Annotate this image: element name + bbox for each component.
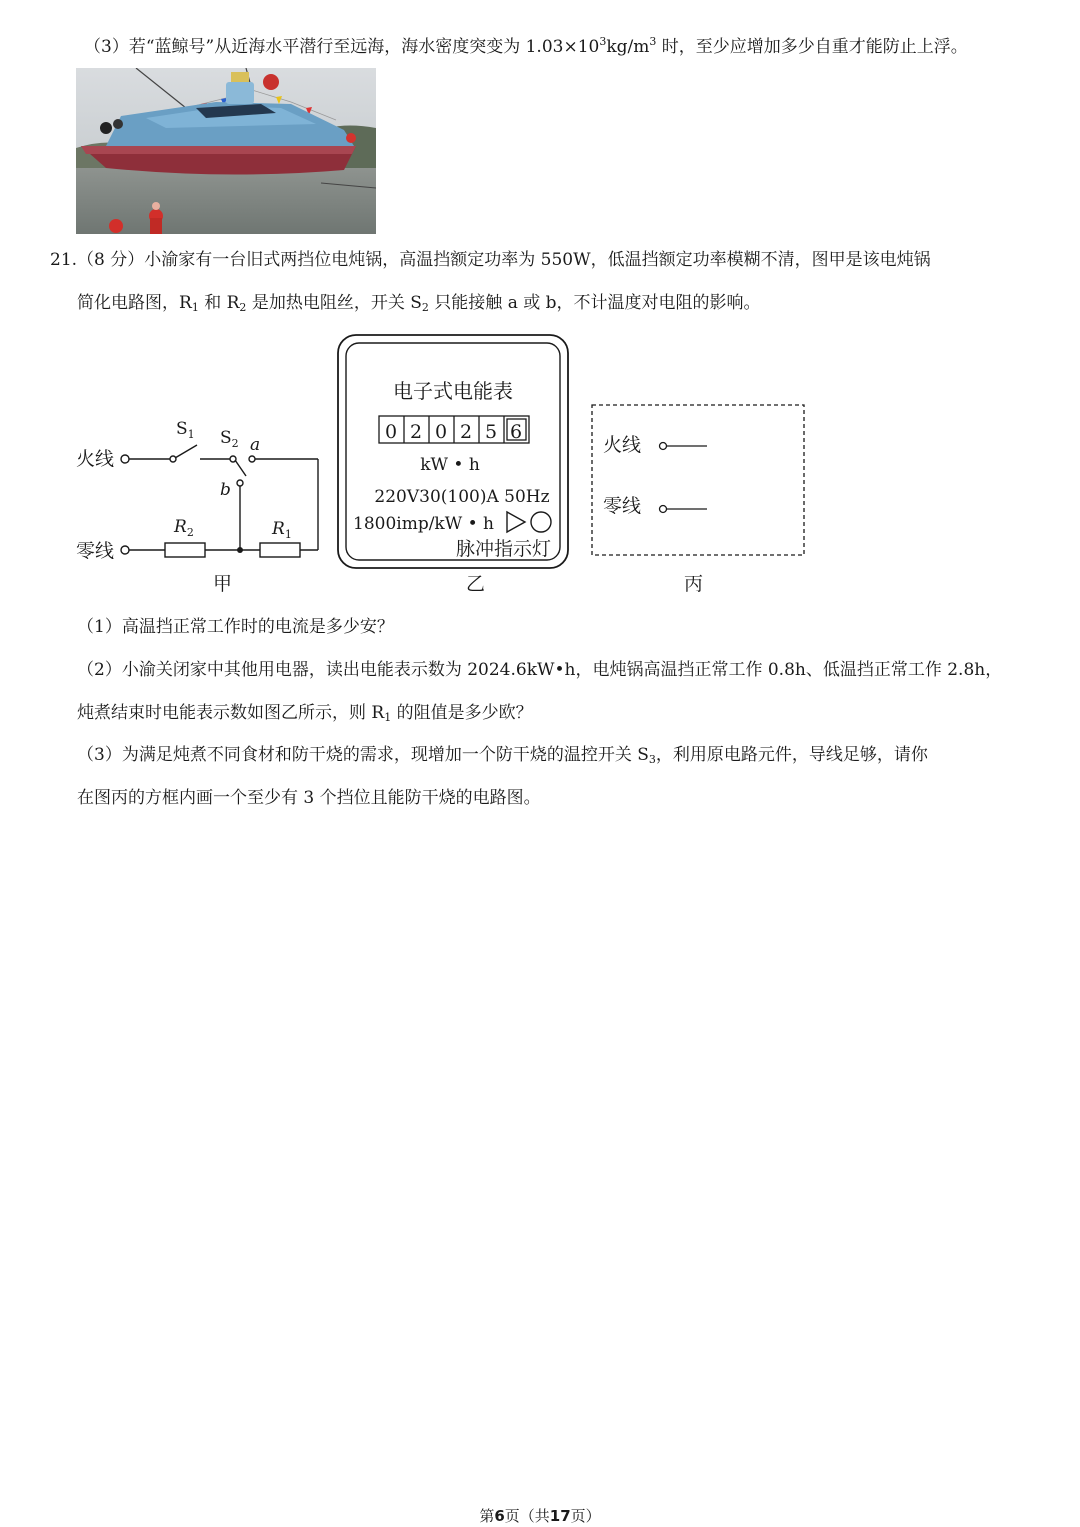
- meter-pulse-label: 脉冲指示灯: [456, 538, 552, 560]
- box-neutral-label: 零线: [603, 495, 642, 517]
- meter-imp: 1800imp/kW • h: [353, 514, 494, 534]
- junction-dot: [237, 547, 243, 553]
- circuit-neutral-label: 零线: [76, 540, 115, 562]
- caption-jia: 甲: [213, 573, 233, 595]
- blue-whale-boat-photo: [76, 68, 376, 234]
- q21-part3-line2: 在图丙的方框内画一个至少有 3 个挡位且能防干烧的电路图。: [77, 788, 541, 808]
- s2-label: $S_2$: [220, 428, 239, 450]
- r1-label: $R_1$: [272, 519, 292, 541]
- meter-digit-3: 0: [434, 421, 448, 443]
- pulse-triangle-icon: [507, 512, 525, 532]
- q21-part3-line1: （3）为满足炖煮不同食材和防干烧的需求，现增加一个防干烧的温控开关 $S_3$，利用原电路元件，导线足够，请你: [77, 745, 928, 766]
- q21-part2-line2: 炖煮结束时电能表示数如图乙所示，则 $R_1$ 的阻值是多少欧？: [77, 703, 533, 724]
- pulse-light-icon: [531, 512, 551, 532]
- drawing-box-bing: [592, 405, 804, 555]
- meter-digit-6: 6: [509, 421, 523, 443]
- meter-digit-1: 0: [384, 421, 398, 443]
- q21-part2-line1: （2）小渝关闭家中其他用电器，读出电能表示数为 2024.6kW•h，电炖锅高温挡正常工作 0.8h、低温挡正常工作 2.8h，: [77, 660, 1003, 680]
- energy-meter-yi: [338, 335, 568, 568]
- caption-yi: 乙: [466, 573, 486, 595]
- contact-b-label: b: [220, 480, 231, 500]
- q21-intro-line2: 简化电路图，$R_1$ 和 $R_2$ 是加热电阻丝，开关 $S_2$ 只能接触 a 或 b，不计温度对电阻的影响。: [77, 293, 761, 314]
- q21-intro-line1: 21.（8 分）小渝家有一台旧式两挡位电炖锅，高温挡额定功率为 550W，低温挡额定功率模糊不清，图甲是该电炖锅: [50, 250, 931, 270]
- meter-rating: 220V30(100)A 50Hz: [374, 487, 550, 507]
- meter-digit-5: 5: [484, 421, 498, 443]
- meter-digit-2: 2: [409, 421, 423, 443]
- q20-part3-text: （3）若“蓝鲸号”从近海水平潜行至远海，海水密度突变为 $1.03\times 10^3kg/m^3$ 时，至少应增加多少自重才能防止上浮。: [84, 35, 968, 57]
- circuit-live-label: 火线: [76, 448, 115, 470]
- s1-label: $S_1$: [176, 419, 195, 441]
- r2-label: $R_2$: [174, 517, 194, 539]
- meter-title: 电子式电能表: [393, 379, 513, 403]
- box-live-label: 火线: [603, 434, 642, 456]
- contact-a-label: a: [250, 435, 261, 455]
- page-footer: 第6页（共17页）: [479, 1507, 601, 1525]
- figures: [70, 332, 820, 602]
- caption-bing: 丙: [684, 573, 704, 595]
- meter-unit: kW • h: [420, 455, 480, 475]
- meter-digit-4: 2: [459, 421, 473, 443]
- q21-part1: （1）高温挡正常工作时的电流是多少安？: [77, 617, 394, 637]
